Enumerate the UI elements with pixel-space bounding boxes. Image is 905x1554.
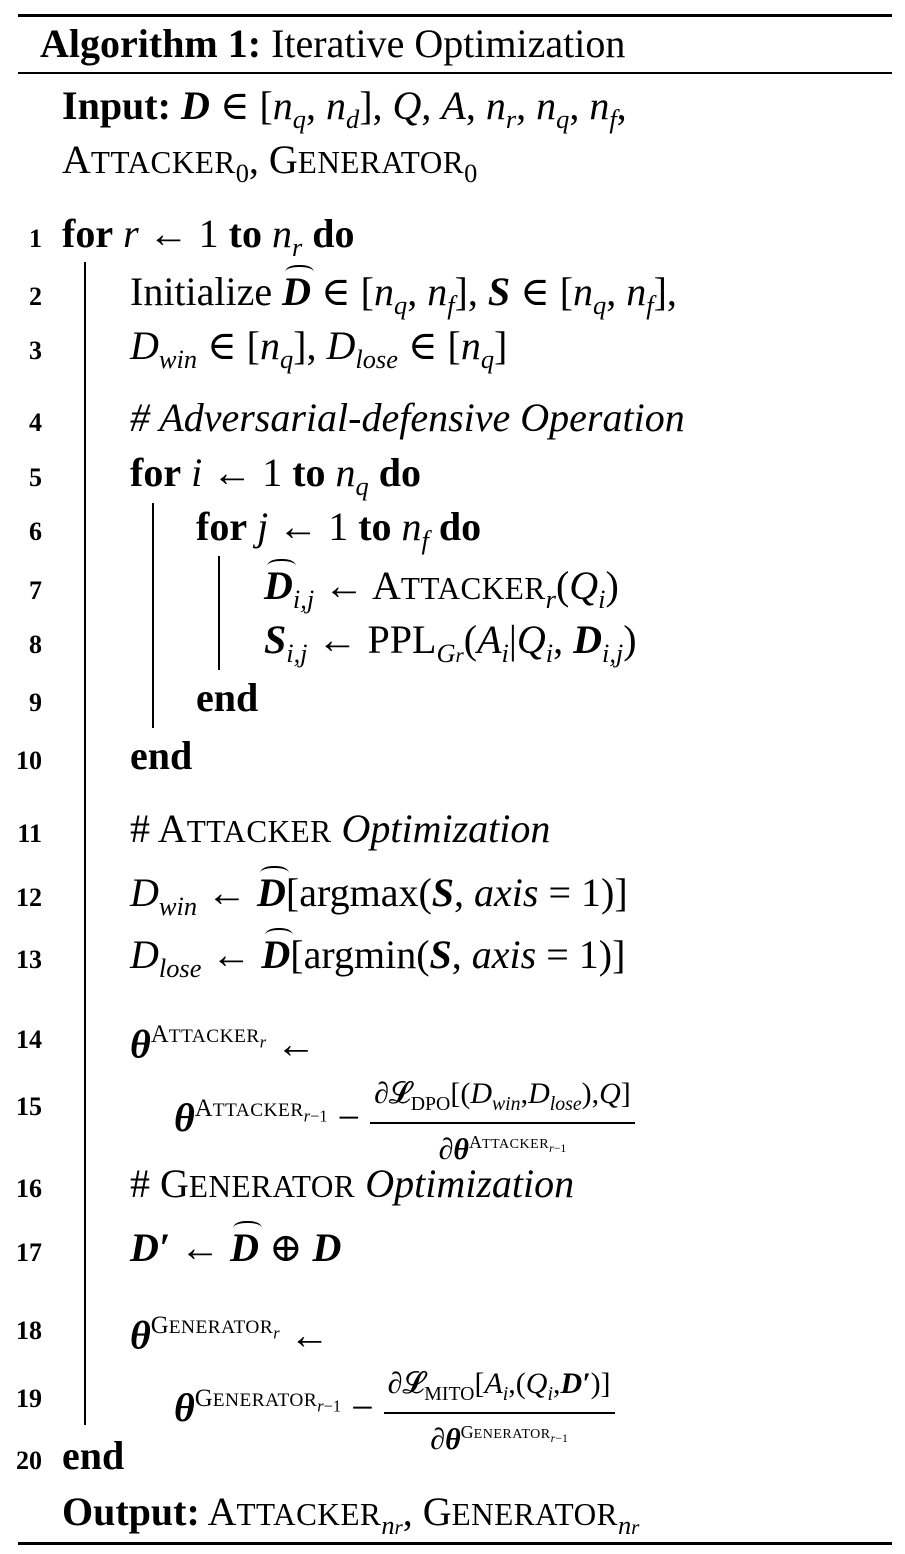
line-2: Initialize D ∈ [$n_q$, $n_f$], S ∈ [$n_q$, $n_f$], — [130, 269, 677, 321]
line-number: 12 — [16, 883, 42, 912]
line-17: D′ ← D ⊕ D — [130, 1225, 342, 1270]
line-12: $D_{win}$ ← D[argmax(S, axis = 1)] — [130, 870, 628, 922]
line-13: $D_{lose}$ ← D[argmin(S, axis = 1)] — [130, 932, 626, 984]
attacker-gradient-fraction: $\frac{\partial 𝓛_{DPO}[(D_{win},D_{lose}),Q]}{\partial\theta^{ATTACKER_{r-1}}}$ — [370, 1078, 635, 1166]
line-14: $\theta^{ATTACKER_r}$ ← — [130, 1021, 317, 1067]
line-number: 3 — [29, 336, 42, 365]
line-16-comment: # GENERATOR Optimization — [130, 1161, 575, 1206]
algorithm-label: Algorithm 1: — [40, 21, 262, 66]
title-rule — [18, 72, 892, 74]
line-number: 11 — [17, 819, 42, 848]
generator-gradient-fraction: $\frac{\partial 𝓛_{MITO}[A_i,(Q_i,D')]}{\partial\theta^{GENERATOR_{r-1}}}$ — [384, 1368, 615, 1456]
line-4-comment: # Adversarial-defensive Operation — [130, 395, 685, 440]
line-number: 1 — [29, 224, 42, 253]
line-number: 8 — [29, 630, 42, 659]
line-8: $S_{i,j}$ ← $PPL_{Gr}(A_i|Q_i$, $D_{i,j}$) — [264, 617, 637, 669]
output-label: Output: — [62, 1489, 200, 1534]
algorithm-name: Iterative Optimization — [271, 21, 626, 66]
line-number: 14 — [16, 1025, 42, 1054]
line-number: 20 — [16, 1446, 42, 1475]
input-line-1 — [62, 82, 627, 143]
line-18: $\theta^{GENERATOR_r}$ ← — [130, 1312, 330, 1358]
line-number: 9 — [29, 688, 42, 717]
line-11-comment: # ATTACKER Optimization — [130, 806, 551, 851]
for-i-block-bar — [152, 503, 154, 728]
line-number: 5 — [29, 463, 42, 492]
line-number: 17 — [16, 1238, 42, 1267]
line-number: 2 — [29, 282, 42, 311]
line-10: end — [130, 733, 193, 778]
line-19: $\theta^{GENERATOR_{r-1}}$ − $\frac{\partial 𝓛_{MITO}[A_i,(Q_i,D')]}{\partial\theta^{GENERATOR_{r-1}}}$ — [174, 1368, 615, 1456]
line-5: for i ← 1 to $n_q$ do — [130, 450, 421, 502]
line-3: $D_{win}$ ∈ $[n_q]$, $D_{lose}$ ∈ $[n_q]$ — [130, 323, 508, 375]
input-line-2: $ATTACKER_0$, $GENERATOR_0$ — [62, 137, 478, 189]
line-number: 16 — [16, 1174, 42, 1203]
line-number: 15 — [16, 1092, 42, 1121]
input-math: D ∈ [$n_q$, $n_d$], Q, A, $n_r$, $n_q$, $n_f$, — [180, 83, 627, 135]
line-7: $D_{i,j}$ ← $ATTACKER_r(Q_i)$ — [264, 563, 619, 615]
line-number: 7 — [29, 576, 42, 605]
output-line: Output: $ATTACKER_{nr}$, $GENERATOR_{nr}$ — [62, 1489, 640, 1541]
line-number: 18 — [16, 1316, 42, 1345]
algorithm-title — [40, 20, 625, 68]
for-r-block-bar — [84, 262, 86, 1425]
line-15: $\theta^{ATTACKER_{r-1}}$ − $\frac{\partial 𝓛_{DPO}[(D_{win},D_{lose}),Q]}{\partial\theta^{ATTACKER_{r-1}}}$ — [174, 1078, 635, 1166]
line-1: for r ← 1 to $n_r$ do — [62, 211, 355, 263]
line-number: 13 — [16, 945, 42, 974]
top-rule — [18, 14, 892, 17]
line-number: 19 — [16, 1384, 42, 1413]
line-9: end — [196, 675, 259, 720]
input-label: Input: — [62, 83, 171, 128]
for-j-block-bar — [218, 556, 220, 670]
line-number: 6 — [29, 517, 42, 546]
line-number: 4 — [29, 408, 42, 437]
line-6: for j ← 1 to $n_f$ do — [196, 504, 482, 556]
line-number: 10 — [16, 746, 42, 775]
line-20: end — [62, 1433, 125, 1478]
